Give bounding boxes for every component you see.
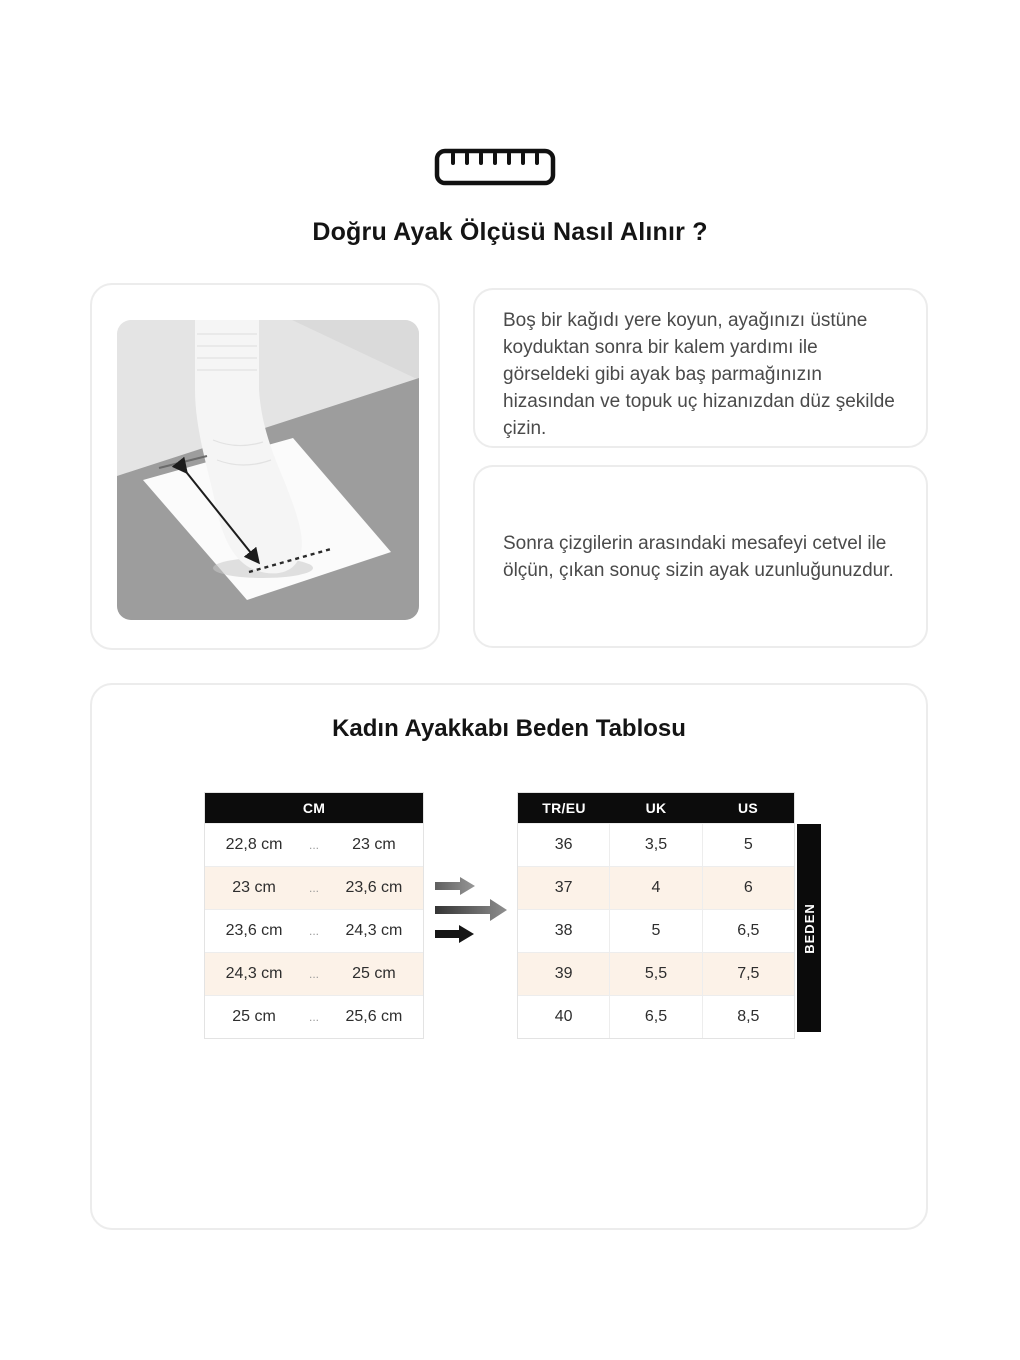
cm-from-cell: 25 cm [232, 1008, 276, 1025]
range-separator: ... [308, 881, 319, 895]
size-value-cell: 40 [554, 1008, 573, 1025]
size-value-cell: 8,5 [702, 996, 794, 1038]
instruction-text-2: Sonra çizgilerin arasındaki mesafeyi cetvel ile ölçün, çıkan sonuç sizin ayak uzunluğunuzdur. [503, 532, 894, 581]
cm-to-cell: 25 cm [352, 965, 396, 982]
cm-from-cell: 23,6 cm [225, 922, 283, 939]
table-row [518, 866, 794, 909]
range-separator: ... [308, 1010, 319, 1024]
size-table-header-row [518, 793, 794, 823]
size-value-cell: 36 [554, 836, 573, 853]
cm-table-body [205, 823, 423, 1038]
ruler-icon [434, 148, 556, 186]
instruction-box-2 [473, 465, 928, 648]
table-row [205, 823, 423, 866]
beden-label-text: BEDEN [801, 902, 817, 954]
size-chart-card [90, 683, 928, 1230]
international-size-table [517, 792, 795, 1039]
size-table-body [518, 823, 794, 1038]
table-row [205, 909, 423, 952]
size-header-cell: UK [645, 800, 667, 816]
cm-from-cell: 22,8 cm [225, 836, 283, 853]
cm-table-header [205, 793, 423, 823]
range-separator: ... [308, 924, 319, 938]
size-value-cell: 5 [609, 910, 701, 952]
table-row [518, 823, 794, 866]
measurement-photo-card [90, 283, 440, 650]
size-value-cell: 38 [554, 922, 573, 939]
transfer-arrows-icon [435, 877, 510, 945]
range-separator: ... [308, 838, 319, 852]
range-separator: ... [308, 967, 319, 981]
size-value-cell: 5,5 [609, 953, 701, 995]
table-row [205, 866, 423, 909]
cm-from-cell: 23 cm [232, 879, 276, 896]
table-row [518, 952, 794, 995]
size-header-cell: US [737, 800, 759, 816]
table-row [518, 909, 794, 952]
size-value-cell: 4 [609, 867, 701, 909]
size-value-cell: 39 [554, 965, 573, 982]
size-header-cell: TR/EU [542, 800, 586, 816]
size-value-cell: 6 [702, 867, 794, 909]
foot-measurement-photo [117, 320, 419, 620]
size-value-cell: 37 [554, 879, 573, 896]
instruction-text-1: Boş bir kağıdı yere koyun, ayağınızı üstüne koyduktan sonra bir kalem yardımı ile görseldeki gibi ayak baş parmağınızın hizasından ve topuk uç hizanızdan düz şekilde çizin. [503, 310, 895, 439]
table-row [518, 995, 794, 1038]
cm-to-cell: 24,3 cm [345, 922, 403, 939]
size-value-cell: 3,5 [609, 824, 701, 866]
cm-to-cell: 23,6 cm [345, 879, 403, 896]
cm-header-cell: CM [302, 800, 326, 816]
size-value-cell: 7,5 [702, 953, 794, 995]
size-value-cell: 6,5 [702, 910, 794, 952]
table-row [205, 952, 423, 995]
page-title: Doğru Ayak Ölçüsü Nasıl Alınır ? [312, 218, 708, 246]
table-row [205, 995, 423, 1038]
instruction-box-1 [473, 288, 928, 448]
cm-to-cell: 23 cm [352, 836, 396, 853]
cm-from-cell: 24,3 cm [225, 965, 283, 982]
size-value-cell: 6,5 [609, 996, 701, 1038]
beden-side-label [797, 824, 821, 1032]
size-value-cell: 5 [702, 824, 794, 866]
size-chart-title: Kadın Ayakkabı Beden Tablosu [332, 715, 686, 742]
cm-to-cell: 25,6 cm [345, 1008, 403, 1025]
cm-table [204, 792, 424, 1039]
